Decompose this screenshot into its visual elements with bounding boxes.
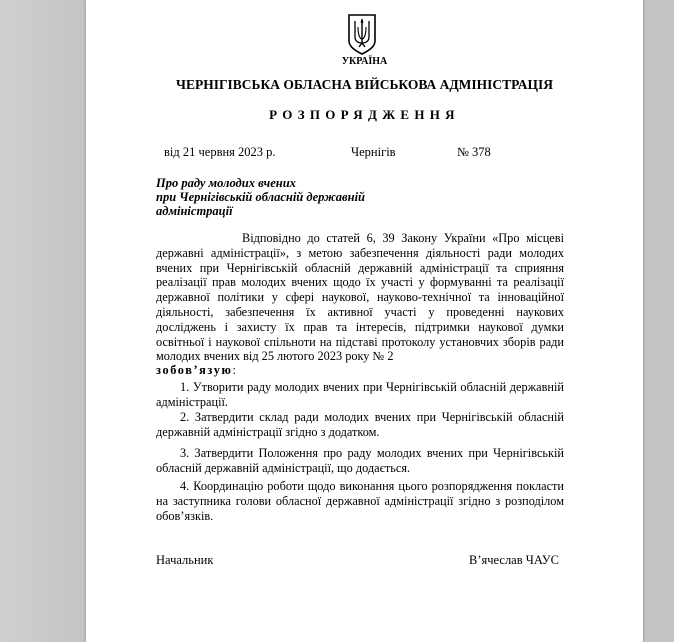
organization-name: ЧЕРНІГІВСЬКА ОБЛАСНА ВІЙСЬКОВА АДМІНІСТРАЦІЯ [176,77,553,92]
document-number: № 378 [457,145,491,159]
document-page [86,0,643,642]
subject-line: при Чернігівській обласній державній [156,190,365,204]
decree-item: 1. Утворити раду молодих вчених при Чернігівській обласній державній адміністрації. [156,380,564,409]
subject-line: Про раду молодих вчених [156,176,296,190]
document-date: від 21 червня 2023 р. [164,145,276,159]
decree-item: 3. Затвердити Положення про раду молодих вчених при Чернігівській обласній державній адміністрації, що додається. [156,446,564,475]
viewer-scrollbar-area[interactable] [643,0,674,642]
decree-item: 2. Затвердити склад ради молодих вчених при Чернігівській обласній державній адміністрації згідно з додатком. [156,410,564,439]
decree-word-text: зобов’язую [156,363,233,377]
decree-item: 4. Координацію роботи щодо виконання цього розпорядження покласти на заступника голови обласної державної адміністрації згідно з розподілом обов’язків. [156,479,564,523]
preamble-paragraph: Відповідно до статей 6, 39 Закону України «Про місцеві державні адміністрації», з метою забезпечення діяльності ради молодих вчених при Чернігівській обласній державній адміністрації та сприяння реалізації прав молодих вчених щодо їх участі у формуванні та реалізації державної політики у сфері наукової, науково-технічної та інноваційної діяльності, забезпечення їх активної участі у проведенні наукових досліджень і захисту їх прав та інтересів, підтримки наукової думки освітньої і наукової спільноти на підставі протоколу установчих зборів ради молодих вчених від 25 лютого 2023 року № 2 [156,231,564,364]
document-subject [156,176,365,218]
document-type: РОЗПОРЯДЖЕННЯ [269,107,460,122]
decree-colon: : [232,363,236,377]
document-city: Чернігів [351,145,396,159]
signatory-name: В’ячеслав ЧАУС [469,553,559,567]
country-name: УКРАЇНА [341,56,388,67]
decree-word [156,363,236,378]
subject-line: адміністрації [156,204,233,218]
viewer-background-left [0,0,86,642]
coat-of-arms-icon [346,13,378,55]
signatory-title: Начальник [156,553,214,567]
